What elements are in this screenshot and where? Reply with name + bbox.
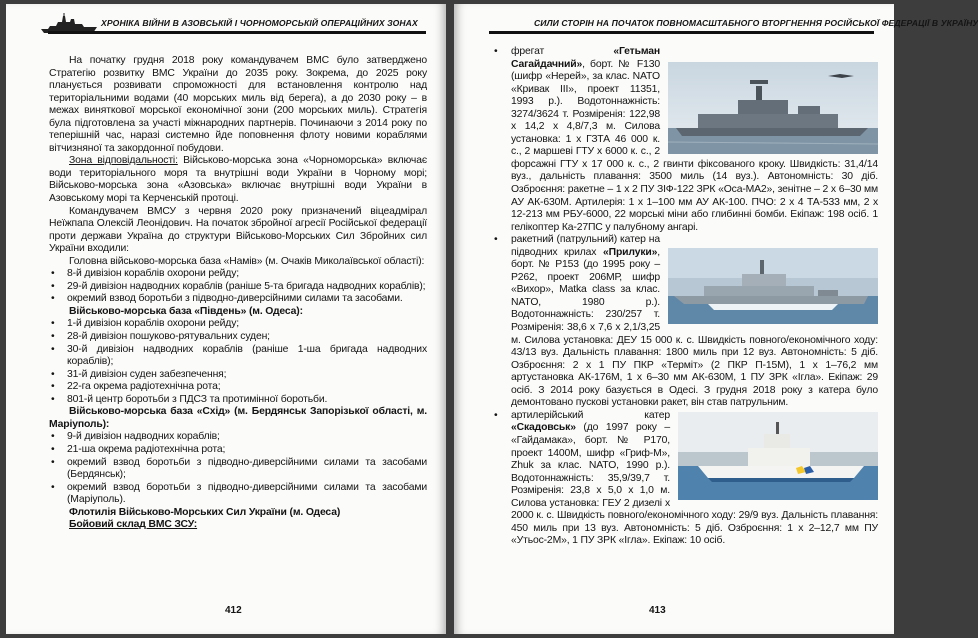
flotilla-title: Флотилія Військово-Морських Сил України (м. Одеса) <box>69 506 341 518</box>
list-item: • 30-й дивізіон надводних кораблів (раніше 1-ша бригада надводних кораблів); <box>49 344 427 369</box>
list-item: • 21-ша окрема радіотехнічна рота; <box>49 444 427 457</box>
ship-description: , борт. № F130 (шифр «Нерей», за клас. NATO «Кривак III», проект 11351, 1993 р.). Водотоннажність: 3274/3624 т. Розміренія: 122,98 х 14,2 х 4,8/7,3 м. Силова установка: 1 х ГЗТА 46 000 к. с., 2 маршеві ГТУ х 6000 к. с., 2 форсажні ГТУ х 17 000 к. с., 2 гвинти фіксованого кроку. Швидкість: 31,4/14 вуз., дальність плавання: 3500 миль (14 вуз.). Автономність: 30 діб. Озброєння: ракетне – 1 х 2 ПУ ЗІФ-122 ЗРК «Оса-МА2», зенітне – 2 х 6–30 мм АУ АК-630М. Артилерія: 1 х 1–100 мм АУ АК-100. ПЧО: 2 х 4 ТА-533 мм, 2 х 12-213 мм РБУ-6000, 22 морські міни або глибинні бомби. Екіпаж: 198 осіб. 1 гелікоптер Ка-27ПС у палубному ангарі. <box>511 58 878 233</box>
right-page <box>454 4 978 634</box>
base-skhid-title: Військово-морська база «Схід» (м. Бердянськ Запорізької області, м. Маріуполь): <box>49 406 427 430</box>
base-pivden-heading <box>49 306 427 319</box>
flotilla-heading <box>49 507 427 520</box>
ship-type: ракетний (патрульний) катер на підводних крилах <box>511 234 660 258</box>
skhid-list <box>49 431 427 506</box>
base-skhid-heading <box>49 406 427 431</box>
ship-entry-artillery-boat <box>491 410 878 548</box>
ship-entry-patrol-boat <box>491 234 878 410</box>
list-item: • 9-й дивізіон надводних кораблів; <box>49 431 427 444</box>
zones-label: Зона відповідальності: <box>69 155 178 167</box>
ship-description: (до 1997 року – «Гайдамака», борт. № P170, проект 1400М, шифр «Гриф-М», Zhuk за клас. NATO, 1990 р.). Водотоннажність: 35,9/39,7 т. Розміренія: 23,8 х 5,0 х 1,0 м. Силова установка: ГЕУ 2 дизелі х 2000 к. с. Швидкість повного/економічного ходу: 29/9 вуз. Дальність плавання: 450 миль при 13 вуз. Автономність: 5 діб. Озброєння: 1 х 2–12,7 мм ПУ «Утьос-2М», 1 ПУ ЗРК «Ігла». Екіпаж: 10 осіб. <box>511 422 878 547</box>
page-body <box>49 55 427 532</box>
ship-type: фрегат <box>511 46 614 57</box>
ship-name: «Гетьман Сагайдачний» <box>511 46 660 70</box>
combat-heading <box>49 519 427 532</box>
header-rule <box>489 31 874 34</box>
list-item: • 29-й дивізіон надводних кораблів (раніше 5-та бригада надводних кораблів); <box>49 281 427 294</box>
paragraph-strategy: На початку грудня 2018 року командувачем ВМС було затверджено Стратегію розвитку ВМС України до 2035 року. Зокрема, до 2025 року планується розвивати спроможності для встановлення контролю над територіальними водами (40 морських миль від берега), а до 2030 року – в межах виняткової морської економічної зони (200 морських миль). Стратегія була підготовлена за участі міжнародних партнерів. Починаючи з 2014 року по теперішній час, наразі системно йде поповнення флоту новими кораблями вітчизняної та закордонної побудови. <box>49 55 427 154</box>
paragraph-commander: Командувачем ВМСУ з червня 2020 року призначений віцеадмірал Неїжпапа Олексій Леонідович. На початок збройної агресії Російської федерації проти держави Україна до структури Військово-Морських Сил Збройних сил України входили: <box>49 205 427 255</box>
ship-name: «Прилуки» <box>603 246 658 258</box>
page-number: 412 <box>225 605 242 616</box>
list-item: • окремий взвод боротьби з підводно-диверсійними силами та засобами (Маріуполь). <box>49 482 427 507</box>
ship-list <box>491 46 878 548</box>
list-item: • окремий взвод боротьби з підводно-диверсійними силами та засобами (Бердянськ); <box>49 457 427 482</box>
page-number: 413 <box>649 605 666 616</box>
list-item: • 31-й дивізіон суден забезпечення; <box>49 369 427 382</box>
list-item: • 1-й дивізіон кораблів охорони рейду; <box>49 318 427 331</box>
list-item: • окремий взвод боротьби з підводно-диверсійними силами та засобами. <box>49 293 427 306</box>
ship-name: «Скадовськ» <box>511 422 576 434</box>
paragraph-zones <box>49 155 427 205</box>
list-item: • 801-й центр боротьби з ПДСЗ та протимінної боротьби. <box>49 394 427 407</box>
ship-entry-frigate <box>491 46 878 234</box>
combat-title: Бойовий склад ВМС ЗСУ: <box>69 519 198 531</box>
base-pivden-title: Військово-морська база «Південь» (м. Одеса): <box>69 305 303 317</box>
page-body <box>491 46 878 548</box>
list-item: • 22-га окрема радіотехнічна рота; <box>49 381 427 394</box>
patrol-boat-photo <box>668 248 878 324</box>
list-item: • 8-й дивізіон кораблів охорони рейду; <box>49 268 427 281</box>
pivden-list <box>49 318 427 406</box>
zones-text: Військово-морська зона «Чорноморська» включає води територіального моря та внутрішні води України в Чорному морі; Військово-морська зона «Азовська» включає внутрішні води України в Азовському морі та Керченській протоці. <box>49 155 427 205</box>
list-item: • 28-й дивізіон пошуково-рятувальних суден; <box>49 331 427 344</box>
base-namiv-heading: Головна військово-морська база «Намів» (м. Очаків Миколаївської області): <box>69 255 425 267</box>
artillery-boat-photo <box>678 412 878 500</box>
frigate-photo <box>668 62 878 154</box>
header-rule <box>48 31 426 34</box>
namiv-list <box>49 268 427 306</box>
running-head: СИЛИ СТОРІН НА ПОЧАТОК ПОВНОМАСШТАБНОГО ВТОРГНЕННЯ РОСІЙСЬКОЇ ФЕДЕРАЦІЇ В УКРАЇНУ <box>534 18 978 28</box>
running-head: ХРОНІКА ВІЙНИ В АЗОВСЬКІЙ І ЧОРНОМОРСЬКІЙ ОПЕРАЦІЙНИХ ЗОНАХ <box>101 18 418 28</box>
ship-type: артилерійський катер <box>511 409 670 421</box>
ship-description: , борт. № P153 (до 1995 року – P262, проект 206МР, шифр «Вихор», Matka class за клас. NATO, 1980 р.). Водотоннажність: 230/257 т. Розміренія: 38,6 х 7,6 х 2,1/3,25 м. Силова установка: ДЕУ 15 000 к. с. Швидкість повного/економічного ходу: 43/13 вуз. Дальність плавання: 1800 миль при 12 вуз. Автономність: 5 діб. Озброєння: 2 х 1 ПУ ПКР «Терміт» (2 ПКР П-15М), 1 х 1–76,2 мм артустановка АК-176М, 1 х 6–30 мм АК-630М, 1 ПУ ЗРК «Ігла». Екіпаж: 29 осіб. З 2014 року базується в Одесі. З грудня 2018 року з катера було демонтовано пускові установки ракет, він став патрульним. <box>511 246 878 409</box>
left-page <box>6 4 446 634</box>
